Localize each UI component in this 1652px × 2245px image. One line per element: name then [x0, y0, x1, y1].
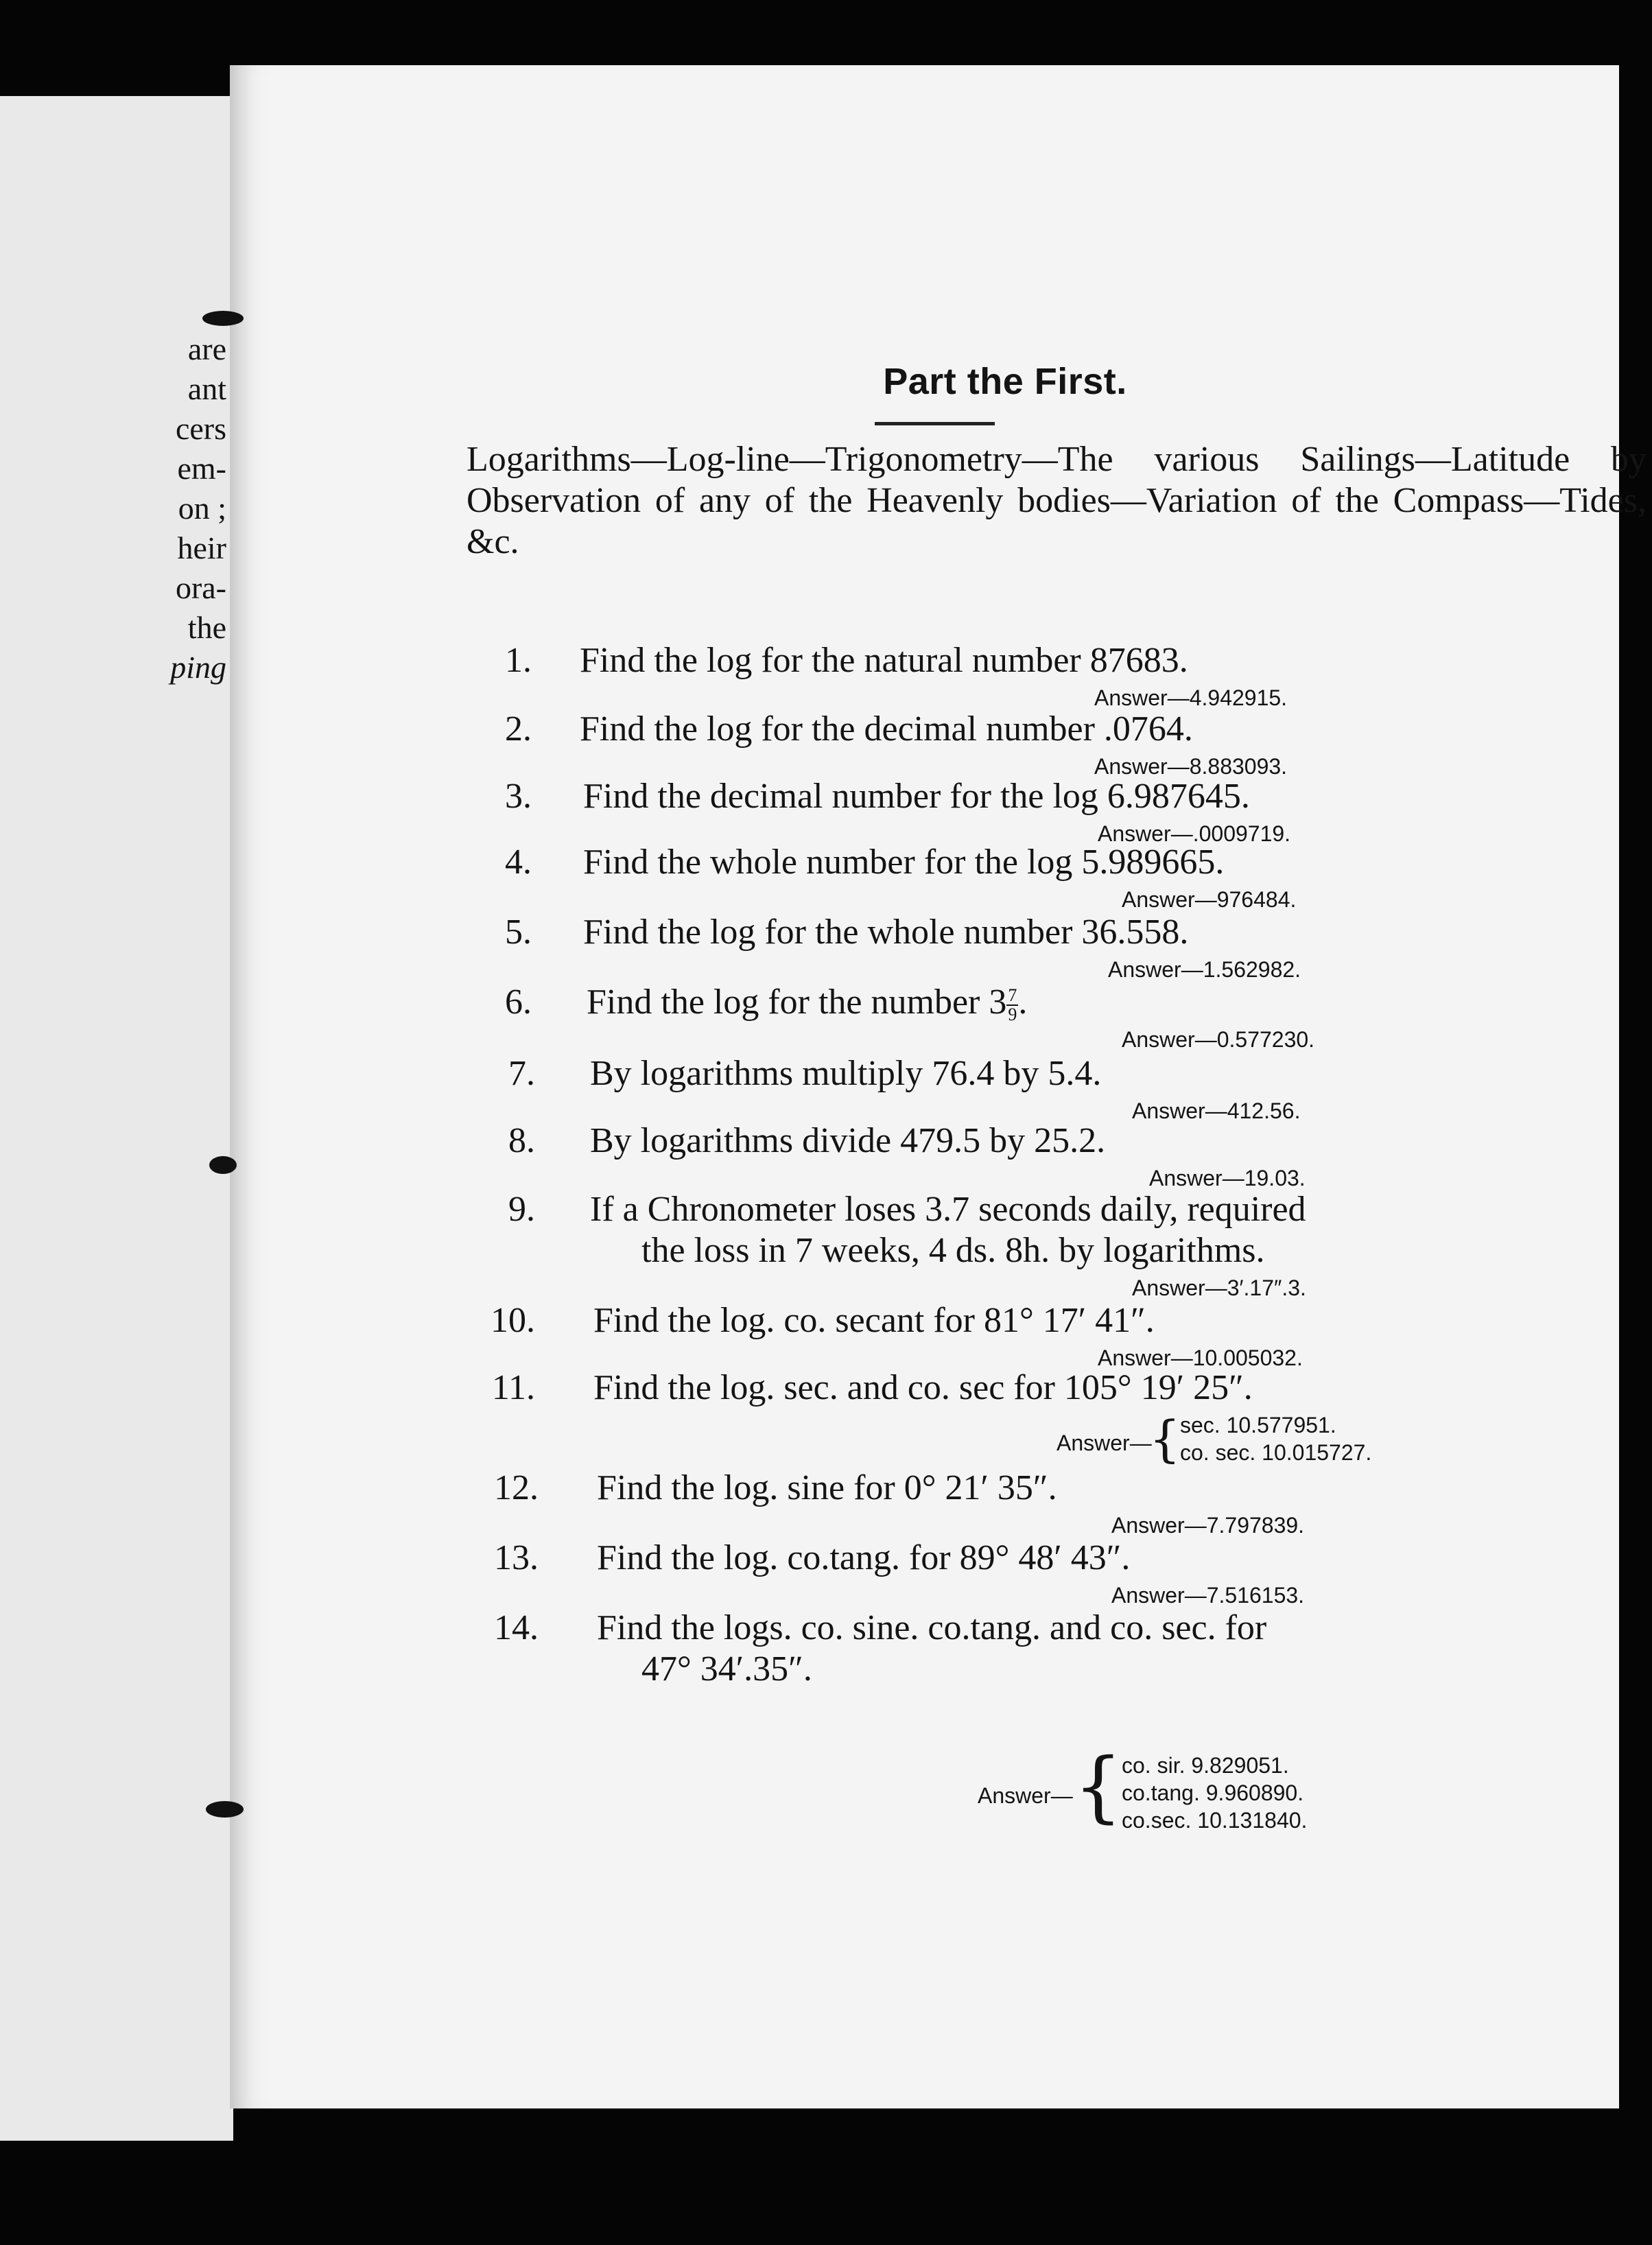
question-number: 8.	[508, 1121, 535, 1160]
answer-text: Answer—0.577230.	[1122, 1027, 1315, 1052]
question-number: 14.	[494, 1608, 539, 1647]
fraction	[1006, 987, 1018, 1024]
brace-icon: {	[1149, 1410, 1181, 1468]
answer-text: Answer—1.562982.	[1108, 957, 1301, 982]
answer-text: Answer—7.797839.	[1111, 1513, 1305, 1538]
title-rule	[875, 422, 995, 425]
question-text: Find the log for the natural number 87683.	[580, 641, 1188, 680]
question-number: 11.	[491, 1368, 535, 1407]
question-text-end: .	[1018, 983, 1028, 1022]
answer-line: co.sec. 10.131840.	[1122, 1808, 1308, 1833]
left-text-fragment: em-	[177, 451, 226, 486]
question-text: Find the log. sine for 0° 21′ 35″.	[597, 1468, 1057, 1507]
question-text-continued: the loss in 7 weeks, 4 ds. 8h. by logarithms.	[641, 1231, 1265, 1270]
binding-hole	[202, 311, 244, 326]
question-number: 12.	[494, 1468, 539, 1507]
brace-icon: {	[1074, 1742, 1123, 1831]
answer-text: Answer—8.883093.	[1094, 754, 1288, 779]
binding-hole	[209, 1156, 237, 1174]
question-text: Find the logs. co. sine. co.tang. and co. sec. for	[597, 1608, 1267, 1647]
left-page-fragment	[0, 96, 233, 2141]
question-text: By logarithms multiply 76.4 by 5.4.	[590, 1054, 1102, 1093]
answer-label: Answer—	[978, 1783, 1073, 1808]
answer-text: Answer—976484.	[1122, 887, 1297, 912]
question-number: 4.	[505, 843, 532, 882]
question-number: 10.	[491, 1301, 535, 1340]
question-text: If a Chronometer loses 3.7 seconds daily, required	[590, 1190, 1306, 1229]
question-text-continued: 47° 34′.35″.	[641, 1649, 812, 1689]
answer-text: Answer—10.005032.	[1098, 1345, 1303, 1370]
question-number: 2.	[505, 709, 532, 749]
fraction-denominator: 9	[1008, 1004, 1017, 1025]
answer-label: Answer—	[1057, 1431, 1152, 1455]
answer-line: co.tang. 9.960890.	[1122, 1780, 1304, 1805]
question-text: Find the log. co.tang. for 89° 48′ 43″.	[597, 1538, 1131, 1577]
question-text: By logarithms divide 479.5 by 25.2.	[590, 1121, 1106, 1160]
question-number: 1.	[505, 641, 532, 680]
answer-line: sec. 10.577951.	[1180, 1413, 1336, 1437]
question-number: 9.	[508, 1190, 535, 1229]
answer-text: Answer—7.516153.	[1111, 1583, 1305, 1608]
left-text-fragment: ping	[170, 650, 226, 685]
left-text-fragment: ant	[187, 371, 226, 406]
question-text	[587, 982, 1027, 1024]
question-number: 3.	[505, 777, 532, 816]
left-text-fragment: cers	[175, 411, 226, 446]
question-text: Find the whole number for the log 5.989665.	[583, 843, 1225, 882]
question-text-main: Find the log for the number 3	[587, 983, 1007, 1022]
question-text: Find the decimal number for the log 6.987645.	[583, 777, 1250, 816]
left-text-fragment: are	[187, 331, 226, 366]
section-intro: Logarithms—Log-line—Trigonometry—The various Sailings—Latitude by Observation of any of the Heavenly bodies—Variation of the Compass—Tides, &c.	[467, 440, 1647, 561]
question-text: Find the log for the decimal number .0764.	[580, 709, 1193, 749]
question-number: 7.	[508, 1054, 535, 1093]
answer-text: Answer—412.56.	[1132, 1098, 1301, 1123]
left-text-fragment: the	[187, 610, 226, 645]
question-number: 6.	[505, 983, 532, 1022]
answer-text: Answer—.0009719.	[1098, 821, 1291, 846]
question-number: 13.	[494, 1538, 539, 1577]
answer-text: Answer—4.942915.	[1094, 685, 1288, 710]
book-page	[230, 65, 1647, 2108]
left-text-fragment: heir	[177, 530, 226, 565]
answer-line: co. sec. 10.015727.	[1180, 1440, 1372, 1465]
left-text-fragment: ora-	[175, 570, 226, 605]
answer-text: Answer—3′.17″.3.	[1132, 1276, 1306, 1300]
binding-hole	[206, 1801, 244, 1818]
question-text: Find the log. sec. and co. sec for 105° 19′ 25″.	[593, 1368, 1253, 1407]
fraction-numerator: 7	[1008, 985, 1017, 1006]
page-title: Part the First.	[883, 361, 1127, 402]
question-text: Find the log. co. secant for 81° 17′ 41″.	[593, 1301, 1155, 1340]
answer-line: co. sir. 9.829051.	[1122, 1753, 1289, 1778]
question-text: Find the log for the whole number 36.558.	[583, 913, 1189, 952]
question-number: 5.	[505, 913, 532, 952]
left-text-fragment: on ;	[178, 491, 226, 526]
answer-text: Answer—19.03.	[1149, 1166, 1306, 1190]
